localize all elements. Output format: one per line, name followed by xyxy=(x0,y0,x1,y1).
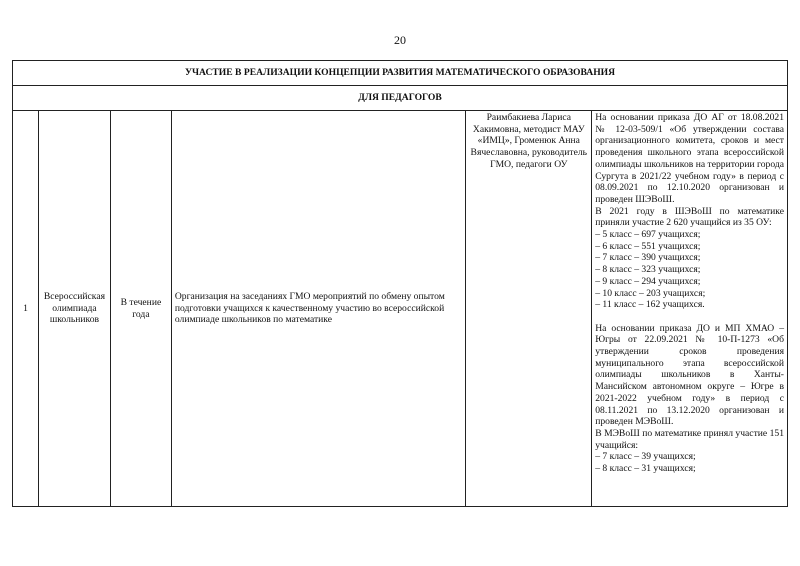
row-number: 1 xyxy=(13,111,39,507)
result-item: – 11 класс – 162 учащихся. xyxy=(595,299,705,311)
result-paragraph: На основании приказа ДО АГ от 18.08.2021 № 12-03-509/1 «Об утверждении состава организационного комитета, сроков и мест проведения школьного этапа всероссийской олимпиады школьников на территории города Сургута в 2021/22 учебном году» в период с 08.09.2021 по 12.10.2020 организован и проведен ШЭВоШ. xyxy=(595,112,784,205)
event-name: Всероссийская олимпиада школьников xyxy=(38,111,110,507)
result-paragraph: На основании приказа ДО и МП ХМАО – Югры от 22.09.2021 № 10-П-1273 «Об утверждении сроков проведения муниципального этапа всероссийской олимпиады школьников в Ханты-Мансийском автономном округе – Югре в 2021-2022 учебном году» в период с 08.11.2021 по 13.12.2020 организован и проведен МЭВоШ. xyxy=(595,322,784,428)
result-item: – 6 класс – 551 учащихся; xyxy=(595,240,701,252)
result-item: – 7 класс – 390 учащихся; xyxy=(595,252,701,264)
responsible-persons: Раимбакиева Лариса Хакимовна, методист МАУ «ИМЦ», Громенюк Анна Вячеславовна, руководитель ГМО, педагоги ОУ xyxy=(466,111,592,507)
table-row xyxy=(13,111,788,507)
result-item: – 10 класс – 203 учащихся; xyxy=(595,287,706,299)
result-item: – 8 класс – 323 учащихся; xyxy=(595,264,701,276)
event-description: Организация на заседаниях ГМО мероприятий по обмену опытом подготовки учащихся к качественному участию во всероссийской олимпиаде школьников по математике xyxy=(171,111,465,507)
result-item: – 9 класс – 294 учащихся; xyxy=(595,275,701,287)
activities-table xyxy=(12,60,788,507)
result-item: – 8 класс – 31 учащихся; xyxy=(595,463,696,475)
section-title: УЧАСТИЕ В РЕАЛИЗАЦИИ КОНЦЕПЦИИ РАЗВИТИЯ МАТЕМАТИЧЕСКОГО ОБРАЗОВАНИЯ xyxy=(13,61,788,86)
result-item: – 5 класс – 697 учащихся; xyxy=(595,229,701,241)
result-paragraph: В МЭВоШ по математике принял участие 151 учащийся: xyxy=(595,427,784,451)
result-paragraph: В 2021 году в ШЭВоШ по математике приняли участие 2 620 учащийся из 35 ОУ: xyxy=(595,205,784,229)
subsection-title: ДЛЯ ПЕДАГОГОВ xyxy=(13,86,788,111)
event-period: В течение года xyxy=(110,111,171,507)
results-cell xyxy=(592,111,788,507)
page-number: 20 xyxy=(394,33,406,47)
result-item: – 7 класс – 39 учащихся; xyxy=(595,451,696,463)
